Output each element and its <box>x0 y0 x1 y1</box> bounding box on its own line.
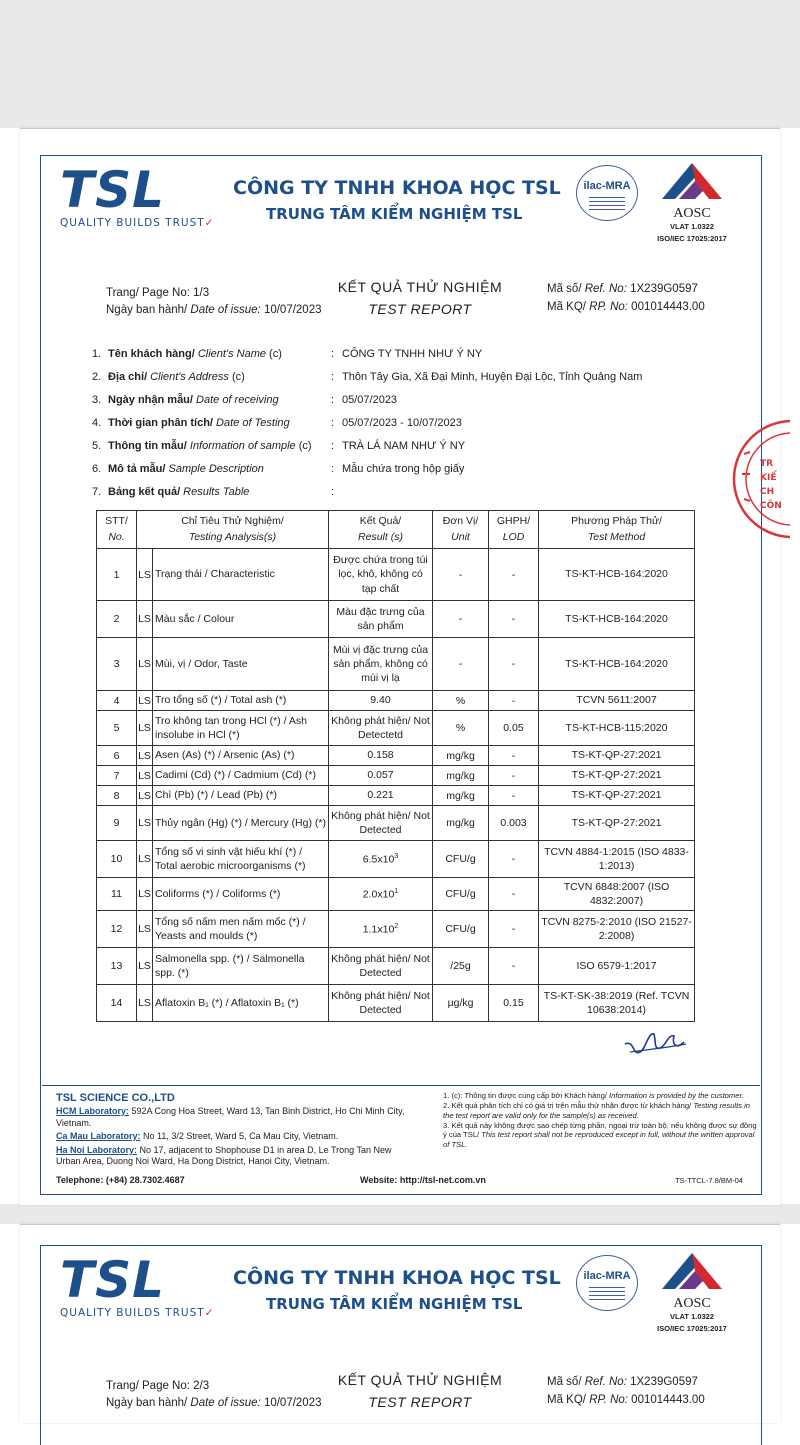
cell-analysis: Salmonella spp. (*) / Salmonella spp. (*) <box>153 948 329 985</box>
report-page-1 <box>20 128 780 1205</box>
table-header-row <box>97 511 695 549</box>
table-row <box>97 711 695 746</box>
cell-lod: - <box>489 841 539 878</box>
header-method: Phương Pháp Thử/ Test Method <box>539 511 695 549</box>
table-row <box>97 746 695 766</box>
rp-number: Mã KQ/ RP. No: 001014443.00 <box>547 301 705 313</box>
info-value: Mẫu chứa trong hộp giấy <box>342 463 465 475</box>
center-name: TRUNG TÂM KIỂM NGHIỆM TSL <box>266 205 523 223</box>
cell-unit: % <box>433 711 489 746</box>
table-row <box>97 766 695 786</box>
cell-unit: CFU/g <box>433 911 489 948</box>
cell-ls: LS <box>137 985 153 1022</box>
center-name: TRUNG TÂM KIỂM NGHIỆM TSL <box>266 1295 523 1313</box>
cell-result: $1.1x10^2$ <box>329 911 433 948</box>
tsl-logo <box>60 161 215 229</box>
header-analysis: Chỉ Tiêu Thử Nghiệm/ Testing Analysis(s) <box>137 511 329 549</box>
cell-method: TS-KT-QP-27:2021 <box>539 806 695 841</box>
cell-unit: mg/kg <box>433 766 489 786</box>
cell-lod: 0.15 <box>489 985 539 1022</box>
info-row: 5. Thông tin mẫu/ Information of sample (c) : TRÀ LÁ NAM NHƯ Ý NY <box>92 440 466 452</box>
cell-analysis: Tro không tan trong HCl (*) / Ash insolube in HCl (*) <box>153 711 329 746</box>
cell-method: TS-KT-HCB-115:2020 <box>539 711 695 746</box>
aosc-logo: AOSC VLAT 1.0322 ISO/IEC 17025:2017 <box>650 159 734 243</box>
cell-analysis: Coliforms (*) / Coliforms (*) <box>153 878 329 911</box>
issue-date: Ngày ban hành/ Date of issue: 10/07/2023 <box>106 304 322 316</box>
header-stt: STT/ No. <box>97 511 137 549</box>
ref-number: Mã số/ Ref. No: 1X239G0597 <box>547 283 698 295</box>
cell-result: Được chứa trong túi lọc, khô, không có tạp chất <box>329 549 433 601</box>
cell-unit: CFU/g <box>433 841 489 878</box>
cell-analysis: Cadimi (Cd) (*) / Cadmium (Cd) (*) <box>153 766 329 786</box>
footer-telephone: Telephone: (+84) 28.7302.4687 <box>56 1175 185 1185</box>
cell-result: Không phát hiện/ Not Detectetd <box>329 711 433 746</box>
company-name: CÔNG TY TNHH KHOA HỌC TSL <box>233 1267 561 1289</box>
cell-lod: - <box>489 601 539 638</box>
cell-no: 7 <box>97 766 137 786</box>
cell-unit: CFU/g <box>433 878 489 911</box>
svg-text:CH: CH <box>760 487 775 497</box>
cell-ls: LS <box>137 786 153 806</box>
cell-result: Không phát hiện/ Not Detected <box>329 806 433 841</box>
cell-ls: LS <box>137 638 153 691</box>
header-unit: Đơn Vị/ Unit <box>433 511 489 549</box>
cell-method: TS-KT-HCB-164:2020 <box>539 638 695 691</box>
cell-no: 3 <box>97 638 137 691</box>
cell-lod: 0.05 <box>489 711 539 746</box>
info-row: 7. Bảng kết quả/ Results Table : <box>92 486 335 498</box>
table-row <box>97 878 695 911</box>
cell-unit: - <box>433 638 489 691</box>
page-number: Trang/ Page No: 2/3 <box>106 1380 210 1392</box>
cell-no: 5 <box>97 711 137 746</box>
cell-method: TS-KT-HCB-164:2020 <box>539 601 695 638</box>
cell-ls: LS <box>137 878 153 911</box>
cell-lod: - <box>489 786 539 806</box>
info-value: 05/07/2023 - 10/07/2023 <box>342 417 462 429</box>
cell-lod: - <box>489 746 539 766</box>
cell-unit: % <box>433 691 489 711</box>
cell-unit: µg/kg <box>433 985 489 1022</box>
table-row <box>97 638 695 691</box>
cell-method: ISO 6579-1:2017 <box>539 948 695 985</box>
cell-ls: LS <box>137 766 153 786</box>
logo-text: TSL <box>60 161 165 219</box>
cell-result: $6.5x10^3$ <box>329 841 433 878</box>
aosc-mark-icon <box>657 1249 727 1295</box>
cell-no: 10 <box>97 841 137 878</box>
info-value: Thôn Tây Gia, Xã Đại Minh, Huyện Đại Lộc, Tỉnh Quảng Nam <box>342 371 643 383</box>
form-code: TS-TTCL-7.8/BM-04 <box>675 1176 743 1185</box>
cell-lod: - <box>489 549 539 601</box>
cell-analysis: Aflatoxin B₁ (*) / Aflatoxin B₁ (*) <box>153 985 329 1022</box>
info-row: 2. Địa chỉ/ Client's Address (c) : Thôn Tây Gia, Xã Đại Minh, Huyện Đại Lộc, Tỉnh Quảng Nam <box>92 371 643 383</box>
info-value: 05/07/2023 <box>342 394 398 406</box>
logo-slogan: QUALITY BUILDS TRUST✓ <box>60 217 215 229</box>
cell-analysis: Tổng số nấm men nấm mốc (*) / Yeasts and moulds (*) <box>153 911 329 948</box>
cell-ls: LS <box>137 691 153 711</box>
cell-lod: - <box>489 878 539 911</box>
cell-result: Không phát hiện/ Not Detected <box>329 985 433 1022</box>
svg-text:KIỂ: KIỂ <box>760 473 777 483</box>
table-row <box>97 691 695 711</box>
rp-number: Mã KQ/ RP. No: 001014443.00 <box>547 1394 705 1406</box>
cell-result: Mùi vị đặc trưng của sản phẩm, không có mùi vị lạ <box>329 638 433 691</box>
table-row <box>97 549 695 601</box>
ilac-mra-logo: ilac-MRA <box>576 165 638 221</box>
cell-analysis: Mùi, vị / Odor, Taste <box>153 638 329 691</box>
cell-unit: mg/kg <box>433 786 489 806</box>
cell-result: $2.0x10^1$ <box>329 878 433 911</box>
info-row: 3. Ngày nhận mẫu/ Date of receiving : 05/07/2023 <box>92 394 398 406</box>
header-result: Kết Quả/ Result (s) <box>329 511 433 549</box>
report-title: KẾT QUẢ THỬ NGHIỆM TEST REPORT <box>337 1372 503 1410</box>
page-number: Trang/ Page No: 1/3 <box>106 287 210 299</box>
cell-method: TCVN 6848:2007 (ISO 4832:2007) <box>539 878 695 911</box>
cell-unit: mg/kg <box>433 806 489 841</box>
cell-lod: - <box>489 638 539 691</box>
cell-method: TS-KT-QP-27:2021 <box>539 786 695 806</box>
cell-method: TCVN 5611:2007 <box>539 691 695 711</box>
cell-unit: - <box>433 601 489 638</box>
cell-result: 0.221 <box>329 786 433 806</box>
cell-result: 0.158 <box>329 746 433 766</box>
cell-result: 9.40 <box>329 691 433 711</box>
cell-lod: 0.003 <box>489 806 539 841</box>
cell-ls: LS <box>137 549 153 601</box>
cell-ls: LS <box>137 841 153 878</box>
footer-website: Website: http://tsl-net.com.vn <box>360 1175 486 1185</box>
report-title: KẾT QUẢ THỬ NGHIỆM TEST REPORT <box>337 279 503 317</box>
cell-no: 12 <box>97 911 137 948</box>
cell-result: Màu đặc trưng của sản phẩm <box>329 601 433 638</box>
table-row <box>97 601 695 638</box>
table-row <box>97 806 695 841</box>
cell-ls: LS <box>137 948 153 985</box>
info-row: 6. Mô tả mẫu/ Sample Description : Mẫu chứa trong hộp giấy <box>92 463 465 475</box>
issue-date: Ngày ban hành/ Date of issue: 10/07/2023 <box>106 1397 322 1409</box>
info-value: TRÀ LÁ NAM NHƯ Ý NY <box>342 440 466 452</box>
company-name: CÔNG TY TNHH KHOA HỌC TSL <box>233 177 561 199</box>
cell-method: TCVN 4884-1:2015 (ISO 4833-1:2013) <box>539 841 695 878</box>
info-row: 1. Tên khách hàng/ Client's Name (c) : CÔNG TY TNHH NHƯ Ý NY <box>92 348 483 360</box>
svg-text:CÔN: CÔN <box>760 501 782 511</box>
footer-address: TSL SCIENCE CO.,LTD HCM Laboratory: 592A Cong Hoa Street, Ward 13, Tan Binh District, Ho Chi Minh City, Vietnam. Ca Mau Laboratory: No 11, 3/2 Street, Ward 5, Ca Mau City, Vietnam. Ha Noi Laboratory: No 17, adjacent to Shophouse D1 in area D, Le Trong Tan New Urban Area, Duong Noi Ward, Ha Dong District, Hanoi City, Vietnam. <box>56 1092 405 1167</box>
results-table <box>96 510 695 1022</box>
top-background <box>0 0 800 128</box>
cell-no: 6 <box>97 746 137 766</box>
footer-divider <box>42 1085 760 1086</box>
signature <box>620 1022 690 1062</box>
sample-info-list <box>92 348 752 509</box>
cell-ls: LS <box>137 806 153 841</box>
footer-notes: 1. (c): Thông tin được cung cấp bởi Khách hàng/ Information is provided by the customer. 2. Kết quả phân tích chỉ có giá trị trên mẫu thử nhận được từ khách hàng/ Testing results in the test report are valid only for the sample(s) as received. 3. Kết quả này không được sao chép từng phần, ngoại trừ toàn bộ, nếu không được sự đồng ý của TSL/ This test report shall not be reproduced except in full, without the written approval of TSL. <box>443 1091 757 1150</box>
cell-no: 4 <box>97 691 137 711</box>
cell-ls: LS <box>137 746 153 766</box>
cell-method: TS-KT-HCB-164:2020 <box>539 549 695 601</box>
aosc-mark-icon <box>657 159 727 205</box>
cell-method: TCVN 8275-2:2010 (ISO 21527-2:2008) <box>539 911 695 948</box>
table-row <box>97 841 695 878</box>
ref-number: Mã số/ Ref. No: 1X239G0597 <box>547 1376 698 1388</box>
cell-no: 1 <box>97 549 137 601</box>
cell-ls: LS <box>137 601 153 638</box>
cell-ls: LS <box>137 911 153 948</box>
cell-analysis: Màu sắc / Colour <box>153 601 329 638</box>
company-stamp <box>730 414 790 544</box>
cell-unit: /25g <box>433 948 489 985</box>
cell-lod: - <box>489 766 539 786</box>
cell-no: 13 <box>97 948 137 985</box>
info-row: 4. Thời gian phân tích/ Date of Testing : 05/07/2023 - 10/07/2023 <box>92 417 462 429</box>
cell-method: TS-KT-QP-27:2021 <box>539 766 695 786</box>
table-row <box>97 911 695 948</box>
table-row <box>97 985 695 1022</box>
cell-ls: LS <box>137 711 153 746</box>
table-row <box>97 948 695 985</box>
report-page-2 <box>20 1224 780 1423</box>
cell-analysis: Tổng số vi sinh vật hiếu khí (*) / Total aerobic microorganisms (*) <box>153 841 329 878</box>
page-gap <box>0 1204 800 1224</box>
header-lod: GHPH/ LOD <box>489 511 539 549</box>
cell-unit: mg/kg <box>433 746 489 766</box>
cell-unit: - <box>433 549 489 601</box>
cell-no: 14 <box>97 985 137 1022</box>
svg-text:TR: TR <box>760 459 774 469</box>
cell-analysis: Asen (As) (*) / Arsenic (As) (*) <box>153 746 329 766</box>
ilac-mra-logo: ilac-MRA <box>576 1255 638 1311</box>
cell-no: 11 <box>97 878 137 911</box>
tsl-logo: TSL QUALITY BUILDS TRUST✓ <box>60 1251 215 1319</box>
cell-method: TS-KT-SK-38:2019 (Ref. TCVN 10638:2014) <box>539 985 695 1022</box>
cell-no: 2 <box>97 601 137 638</box>
cell-analysis: Thủy ngân (Hg) (*) / Mercury (Hg) (*) <box>153 806 329 841</box>
cell-no: 8 <box>97 786 137 806</box>
cell-method: TS-KT-QP-27:2021 <box>539 746 695 766</box>
info-value: CÔNG TY TNHH NHƯ Ý NY <box>342 348 483 360</box>
cell-lod: - <box>489 691 539 711</box>
aosc-logo: AOSC VLAT 1.0322 ISO/IEC 17025:2017 <box>650 1249 734 1333</box>
cell-analysis: Trạng thái / Characteristic <box>153 549 329 601</box>
cell-result: Không phát hiện/ Not Detected <box>329 948 433 985</box>
cell-lod: - <box>489 911 539 948</box>
cell-analysis: Tro tổng số (*) / Total ash (*) <box>153 691 329 711</box>
cell-lod: - <box>489 948 539 985</box>
cell-no: 9 <box>97 806 137 841</box>
table-row <box>97 786 695 806</box>
cell-analysis: Chì (Pb) (*) / Lead (Pb) (*) <box>153 786 329 806</box>
cell-result: 0.057 <box>329 766 433 786</box>
